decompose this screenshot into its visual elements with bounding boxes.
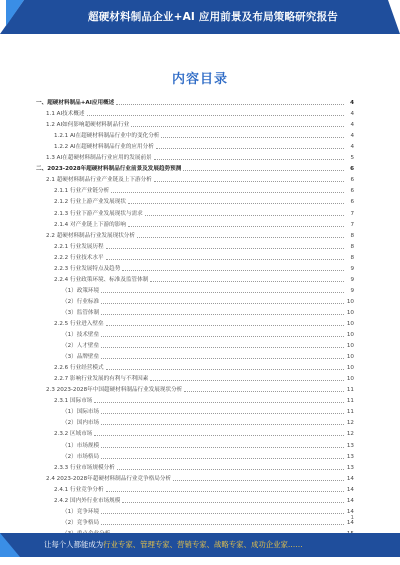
toc-entry-text: 2.2.3 行业发展特点及趋势	[54, 265, 121, 272]
toc-entry[interactable]	[36, 306, 354, 317]
toc-entry[interactable]	[36, 284, 354, 295]
toc-entry-page: 12	[346, 431, 354, 438]
toc-leader-dots	[161, 137, 344, 138]
toc-entry-page: 12	[346, 420, 354, 427]
toc-leader-dots	[94, 435, 344, 436]
toc-leader-dots	[184, 391, 344, 392]
toc-entry-page: 13	[346, 453, 354, 460]
toc-entry[interactable]	[36, 273, 354, 284]
toc-entry-text: 二、2023-2028年超硬材料制品行业前景及发展趋势预测	[36, 166, 182, 173]
toc-entry-text: （1）竞争环境	[62, 508, 100, 515]
toc-entry-page: 14	[346, 519, 354, 526]
toc-entry-page: 6	[350, 177, 354, 184]
toc-entry-page: 10	[346, 343, 354, 350]
toc-leader-dots	[101, 347, 344, 348]
table-of-contents	[36, 96, 354, 538]
toc-entry[interactable]	[36, 461, 354, 472]
toc-leader-dots	[101, 524, 344, 525]
toc-entry-page: 14	[346, 508, 354, 515]
toc-entry-page: 9	[350, 265, 354, 272]
toc-entry-page: 14	[346, 497, 354, 504]
toc-entry-page: 6	[350, 166, 354, 173]
toc-entry-text: 2.3.2 区域市场	[54, 431, 93, 438]
toc-entry-page: 6	[350, 188, 354, 195]
footer-slogan	[44, 539, 303, 550]
toc-entry-page: 14	[346, 475, 354, 482]
footer-bar	[0, 533, 400, 557]
toc-leader-dots	[154, 159, 344, 160]
toc-leader-dots	[101, 458, 344, 459]
toc-entry[interactable]	[36, 372, 354, 383]
toc-entry-text: 一、超硬材料制品+AI应用概述	[36, 100, 115, 107]
toc-entry-page: 11	[346, 398, 354, 405]
toc-entry-page: 5	[350, 155, 354, 162]
toc-entry-text: （2）国内市场	[62, 420, 100, 427]
toc-entry-page: 8	[350, 232, 354, 239]
toc-entry-page: 4	[350, 144, 354, 151]
toc-entry-page: 11	[346, 387, 354, 394]
toc-leader-dots	[101, 358, 344, 359]
toc-entry[interactable]	[36, 494, 354, 505]
header-left-accent	[6, 0, 24, 26]
toc-leader-dots	[111, 192, 344, 193]
toc-leader-dots	[101, 424, 344, 425]
toc-heading: 内容目录	[171, 72, 228, 87]
header-bar	[0, 0, 400, 34]
toc-entry-text: （1）国际市场	[62, 409, 100, 416]
toc-entry-page: 13	[346, 464, 354, 471]
toc-entry[interactable]	[36, 251, 354, 262]
footer-left-decoration	[0, 533, 20, 557]
toc-leader-dots	[106, 259, 344, 260]
toc-entry[interactable]	[36, 383, 354, 394]
toc-leader-dots	[137, 237, 344, 238]
toc-entry-page: 10	[346, 376, 354, 383]
toc-entry[interactable]	[36, 505, 354, 516]
toc-entry-page: 10	[346, 354, 354, 361]
toc-entry[interactable]	[36, 151, 354, 162]
toc-entry-page: 8	[350, 243, 354, 250]
toc-entry-text: 2.3.3 行业市场规模分析	[54, 464, 115, 471]
toc-leader-dots	[131, 126, 344, 127]
toc-entry-text: 2.4.2 国内外行业市场规模	[54, 497, 121, 504]
toc-entry-text: （2）市场格局	[62, 453, 100, 460]
toc-entry[interactable]	[36, 317, 354, 328]
toc-entry[interactable]	[36, 140, 354, 151]
toc-entry[interactable]	[36, 195, 354, 206]
toc-leader-dots	[122, 502, 344, 503]
toc-entry[interactable]	[36, 483, 354, 494]
toc-entry-text: （1）技术壁垒	[62, 332, 100, 339]
toc-entry-text: 2.2 超硬材料制品行业发展现状分析	[46, 232, 135, 239]
toc-entry-text: 1.3 AI在超硬材料制品行业应用的发展前景	[46, 155, 152, 162]
toc-entry-text: （2）竞争格局	[62, 519, 100, 526]
toc-entry[interactable]	[36, 350, 354, 361]
toc-entry[interactable]	[36, 218, 354, 229]
toc-entry-page: 7	[350, 221, 354, 228]
toc-entry[interactable]	[36, 184, 354, 195]
toc-entry[interactable]	[36, 162, 354, 173]
toc-entry-text: （3）品牌壁垒	[62, 354, 100, 361]
toc-leader-dots	[101, 336, 344, 337]
toc-leader-dots	[106, 369, 344, 370]
toc-entry-page: 6	[350, 199, 354, 206]
toc-entry-page: 4	[350, 122, 354, 129]
toc-entry[interactable]	[36, 339, 354, 350]
toc-entry[interactable]	[36, 229, 354, 240]
toc-entry[interactable]	[36, 328, 354, 339]
report-title: 超硬材料制品企业+AI 应用前景及布局策略研究报告	[88, 11, 338, 23]
toc-entry[interactable]	[36, 240, 354, 251]
toc-leader-dots	[183, 170, 344, 171]
toc-entry-text: 1.2 AI如何影响超硬材料制品行业	[46, 122, 130, 129]
toc-entry-page: 10	[346, 320, 354, 327]
toc-leader-dots	[101, 447, 344, 448]
toc-leader-dots	[122, 270, 344, 271]
toc-entry-text: （2）人才壁垒	[62, 343, 100, 350]
toc-entry-page: 4	[350, 111, 354, 118]
toc-entry-text: （2）行业标准	[62, 298, 100, 305]
toc-leader-dots	[101, 513, 344, 514]
toc-entry-text: （1）市场规模	[62, 442, 100, 449]
toc-entry-text: 2.2.4 行业政策环境、标准及监管体制	[54, 276, 149, 283]
toc-entry-page: 9	[350, 276, 354, 283]
toc-leader-dots	[101, 314, 344, 315]
toc-leader-dots	[116, 104, 344, 105]
toc-entry-text: 2.3.1 国际市场	[54, 398, 93, 405]
toc-leader-dots	[173, 480, 344, 481]
toc-leader-dots	[117, 469, 344, 470]
toc-entry-page: 13	[346, 442, 354, 449]
toc-entry-page: 14	[346, 486, 354, 493]
toc-leader-dots	[156, 148, 344, 149]
toc-entry-text: 2.2.1 行业发展历程	[54, 243, 104, 250]
toc-entry-page: 4	[350, 133, 354, 140]
toc-leader-dots	[101, 292, 344, 293]
footer-slogan-prefix: 让每个人都能成为	[44, 540, 104, 549]
toc-leader-dots	[145, 215, 344, 216]
toc-leader-dots	[154, 181, 344, 182]
toc-entry-text: 2.1.3 行业下游产业发展现状与需求	[54, 210, 143, 217]
toc-entry[interactable]	[36, 472, 354, 483]
toc-leader-dots	[150, 380, 344, 381]
toc-leader-dots	[87, 115, 344, 116]
toc-entry-text: 2.4.1 行业竞争分析	[54, 486, 104, 493]
toc-entry-text: 2.1.2 行业上游产业发展现状	[54, 199, 126, 206]
toc-leader-dots	[106, 248, 344, 249]
page-number: 1	[350, 515, 354, 521]
toc-entry-page: 10	[346, 365, 354, 372]
toc-leader-dots	[128, 203, 344, 204]
toc-entry[interactable]	[36, 438, 354, 449]
toc-entry[interactable]	[36, 394, 354, 405]
toc-entry-text: 2.2.6 行业经营模式	[54, 365, 104, 372]
toc-entry-page: 11	[346, 409, 354, 416]
toc-entry-text: （3）监管体制	[62, 309, 100, 316]
toc-entry-text: 2.4 2023-2028年超硬材料制品行业竞争格局分析	[46, 475, 172, 482]
toc-leader-dots	[94, 402, 344, 403]
toc-entry-page: 4	[350, 100, 354, 107]
toc-entry-text: 2.1.1 行业产业链分析	[54, 188, 110, 195]
toc-leader-dots	[128, 226, 344, 227]
toc-entry[interactable]	[36, 262, 354, 273]
toc-leader-dots	[106, 325, 344, 326]
toc-entry-text: 2.3 2023-2028年中国超硬材料制品行业发展现状分析	[46, 387, 183, 394]
toc-entry[interactable]	[36, 427, 354, 438]
toc-entry[interactable]	[36, 295, 354, 306]
toc-entry-page: 7	[350, 210, 354, 217]
toc-entry[interactable]	[36, 173, 354, 184]
toc-entry-page: 8	[350, 254, 354, 261]
toc-entry-text: 2.2.2 行业技术水平	[54, 254, 104, 261]
toc-entry-text: 1.2.2 AI在超硬材料制品行业的应用分析	[54, 144, 154, 151]
toc-entry-page: 10	[346, 332, 354, 339]
toc-entry[interactable]	[36, 118, 354, 129]
toc-entry-text: 2.1 超硬材料制品行业产业链及上下游分析	[46, 177, 152, 184]
footer-slogan-highlight: 行业专家、管理专家、营销专家、战略专家、成功企业家……	[103, 540, 303, 549]
toc-entry-text: 1.1 AI技术概述	[46, 111, 85, 118]
toc-entry[interactable]	[36, 107, 354, 118]
toc-entry-text: （1）政策环境	[62, 287, 100, 294]
toc-leader-dots	[150, 281, 344, 282]
toc-entry-text: 2.1.4 对产业链上下游的影响	[54, 221, 126, 228]
toc-entry[interactable]	[36, 206, 354, 217]
toc-entry-text: 2.2.5 行业进入壁垒	[54, 320, 104, 327]
toc-entry[interactable]	[36, 450, 354, 461]
toc-entry-text: 2.2.7 影响行业发展的有利与不利因素	[54, 376, 149, 383]
toc-entry-page: 10	[346, 298, 354, 305]
toc-leader-dots	[106, 491, 344, 492]
header-right-decoration	[388, 0, 400, 34]
toc-entry[interactable]	[36, 361, 354, 372]
toc-leader-dots	[101, 303, 344, 304]
toc-entry[interactable]	[36, 129, 354, 140]
toc-entry-page: 9	[350, 287, 354, 294]
toc-leader-dots	[101, 413, 344, 414]
toc-entry-text: 1.2.1 AI在超硬材料制品行业中的变化分析	[54, 133, 160, 140]
toc-entry[interactable]	[36, 405, 354, 416]
toc-entry[interactable]	[36, 96, 354, 107]
toc-entry-page: 10	[346, 309, 354, 316]
toc-entry[interactable]	[36, 516, 354, 527]
toc-entry[interactable]	[36, 416, 354, 427]
